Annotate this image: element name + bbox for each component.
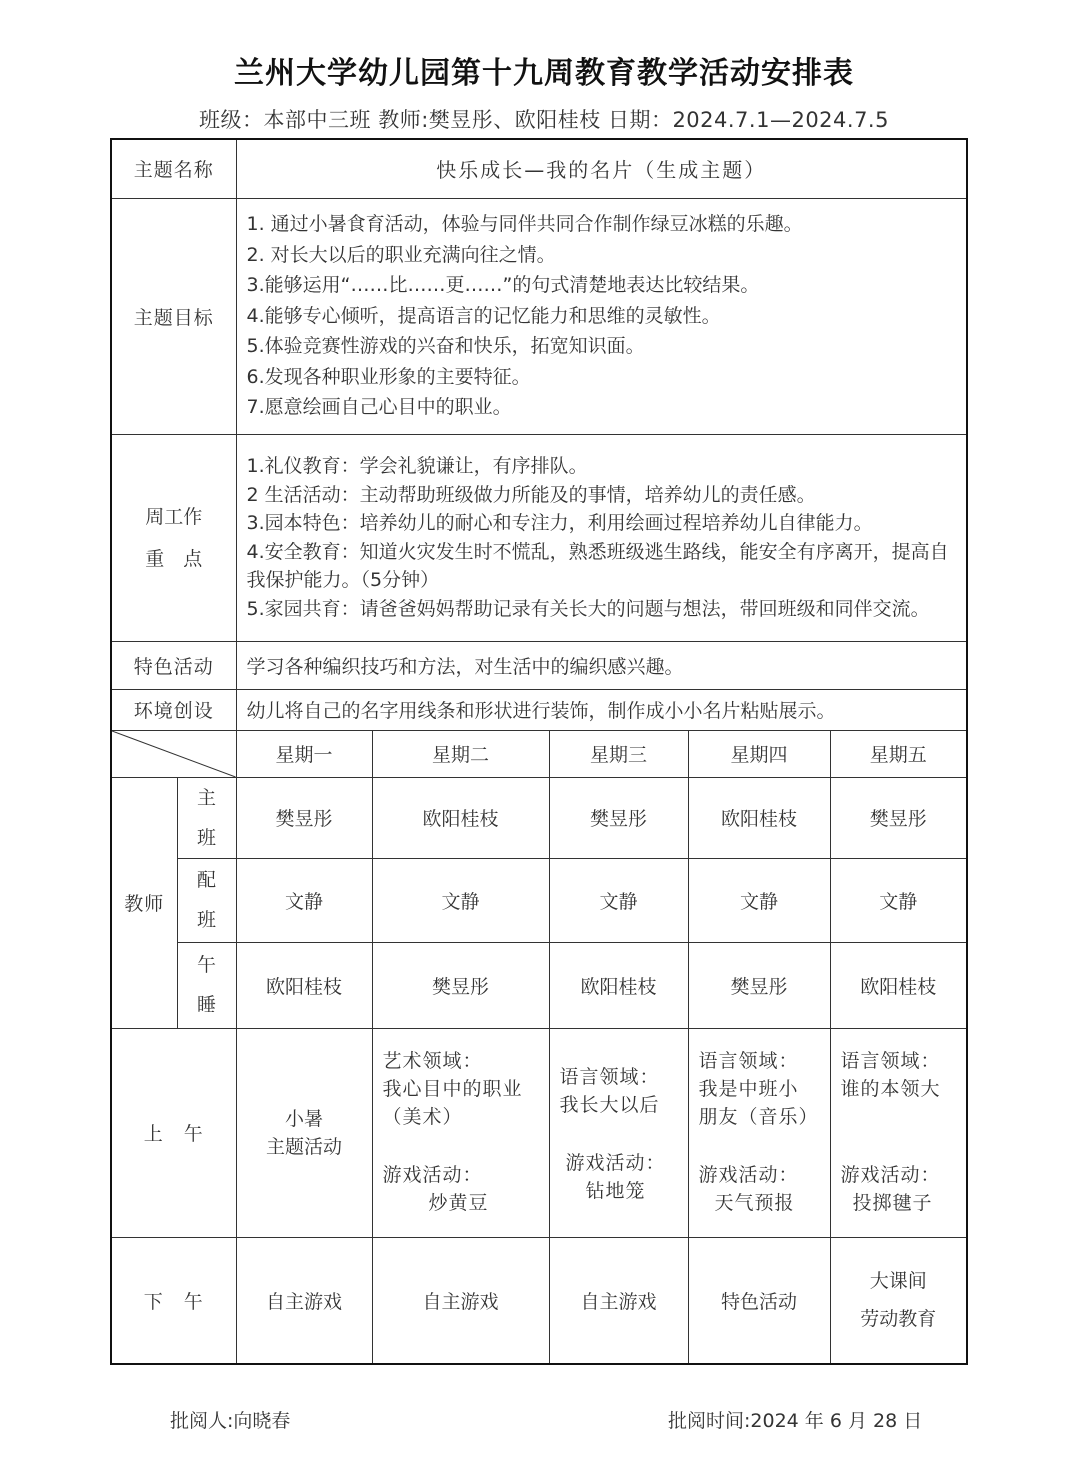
goal-item: 3.能够运用“……比……更……”的句式清楚地表达比较结果。 bbox=[246, 274, 760, 297]
weekly-row bbox=[111, 434, 967, 641]
teacher-row-nap bbox=[111, 942, 967, 1028]
goal-item: 2. 对长大以后的职业充满向往之情。 bbox=[246, 243, 556, 266]
document-title: 兰州大学幼儿园第十九周教育教学活动安排表 bbox=[234, 56, 854, 91]
feature-label: 特色活动 bbox=[111, 641, 236, 689]
goals-list bbox=[236, 198, 967, 434]
weekly-item: 1.礼仪教育：学会礼貌谦让，有序排队。 bbox=[246, 455, 588, 477]
day-header: 星期三 bbox=[549, 730, 688, 777]
goal-item: 7.愿意绘画自己心目中的职业。 bbox=[246, 396, 512, 419]
teacher-cell: 欧阳桂枝 bbox=[549, 942, 688, 1028]
goals-row bbox=[111, 198, 967, 434]
afternoon-row bbox=[111, 1237, 967, 1364]
teacher-cell: 樊昱彤 bbox=[549, 777, 688, 858]
teacher-cell: 樊昱彤 bbox=[688, 942, 830, 1028]
document-subtitle: 班级：本部中三班 教师:樊昱彤、欧阳桂枝 日期：2024.7.1—2024.7.5 bbox=[199, 108, 889, 132]
afternoon-cell: 自主游戏 bbox=[236, 1237, 372, 1364]
teacher-cell: 文静 bbox=[688, 858, 830, 942]
goal-item: 6.发现各种职业形象的主要特征。 bbox=[246, 365, 531, 388]
teacher-cell: 欧阳桂枝 bbox=[372, 777, 549, 858]
teacher-role-nap: 午 睡 bbox=[177, 942, 236, 1028]
environment-label: 环境创设 bbox=[111, 689, 236, 730]
environment-value: 幼儿将自己的名字用线条和形状进行装饰，制作成小小名片粘贴展示。 bbox=[236, 689, 967, 730]
theme-value: 快乐成长—我的名片（生成主题） bbox=[236, 139, 967, 198]
day-header: 星期四 bbox=[688, 730, 830, 777]
day-header: 星期一 bbox=[236, 730, 372, 777]
afternoon-label: 下 午 bbox=[111, 1237, 236, 1364]
goals-label: 主题目标 bbox=[111, 198, 236, 434]
goal-item: 5.体验竞赛性游戏的兴奋和快乐，拓宽知识面。 bbox=[246, 335, 645, 358]
goal-item: 4.能够专心倾听，提高语言的记忆能力和思维的灵敏性。 bbox=[246, 304, 721, 327]
diagonal-header-cell bbox=[111, 730, 236, 777]
theme-row bbox=[111, 139, 967, 198]
afternoon-cell: 自主游戏 bbox=[549, 1237, 688, 1364]
teacher-cell: 樊昱彤 bbox=[372, 942, 549, 1028]
morning-mon: 小暑 主题活动 bbox=[236, 1028, 372, 1237]
teacher-role-assist: 配 班 bbox=[177, 858, 236, 942]
teacher-cell: 欧阳桂枝 bbox=[688, 777, 830, 858]
morning-fri: 语言领域： 谁的本领大 游戏活动： 投掷毽子 bbox=[830, 1028, 967, 1237]
teacher-cell: 文静 bbox=[236, 858, 372, 942]
goal-item: 1. 通过小暑食育活动，体验与同伴共同合作制作绿豆冰糕的乐趣。 bbox=[246, 213, 803, 236]
teachers-label: 教师 bbox=[111, 777, 177, 1028]
weekly-item: 5.家园共育：请爸爸妈妈帮助记录有关长大的问题与想法，带回班级和同伴交流。 bbox=[246, 597, 930, 620]
reviewer: 批阅人:向晓春 bbox=[170, 1410, 291, 1432]
theme-label: 主题名称 bbox=[111, 139, 236, 198]
teacher-cell: 文静 bbox=[549, 858, 688, 942]
day-header: 星期五 bbox=[830, 730, 967, 777]
teacher-cell: 文静 bbox=[830, 858, 967, 942]
morning-label: 上 午 bbox=[111, 1028, 236, 1237]
weekly-item: 4.安全教育：知道火灾发生时不慌乱，熟悉班级逃生路线，能安全有序离开，提高自我保护能力。（5分钟） bbox=[246, 540, 949, 591]
teacher-cell: 樊昱彤 bbox=[830, 777, 967, 858]
teacher-row-assist bbox=[111, 858, 967, 942]
weekly-item: 3.园本特色：培养幼儿的耐心和专注力，利用绘画过程培养幼儿自律能力。 bbox=[246, 512, 873, 534]
teacher-cell: 欧阳桂枝 bbox=[830, 942, 967, 1028]
feature-value: 学习各种编织技巧和方法，对生活中的编织感兴趣。 bbox=[236, 641, 967, 689]
morning-wed: 语言领域： 我长大以后 游戏活动： 钻地笼 bbox=[549, 1028, 688, 1237]
days-header-row bbox=[111, 730, 967, 777]
afternoon-cell: 自主游戏 bbox=[372, 1237, 549, 1364]
diagonal-line bbox=[112, 731, 236, 777]
weekly-label: 周工作 重 点 bbox=[111, 434, 236, 641]
weekly-list bbox=[236, 434, 967, 641]
teacher-cell: 樊昱彤 bbox=[236, 777, 372, 858]
afternoon-fri: 大课间 劳动教育 bbox=[830, 1237, 967, 1364]
teacher-role-main: 主 班 bbox=[177, 777, 236, 858]
feature-row bbox=[111, 641, 967, 689]
morning-row bbox=[111, 1028, 967, 1237]
day-header: 星期二 bbox=[372, 730, 549, 777]
teacher-cell: 欧阳桂枝 bbox=[236, 942, 372, 1028]
afternoon-cell: 特色活动 bbox=[688, 1237, 830, 1364]
teacher-row-main bbox=[111, 777, 967, 858]
weekly-item: 2 生活活动：主动帮助班级做力所能及的事情，培养幼儿的责任感。 bbox=[246, 483, 816, 506]
review-time: 批阅时间:2024 年 6 月 28 日 bbox=[668, 1410, 923, 1432]
morning-thu: 语言领域： 我是中班小 朋友（音乐） 游戏活动： 天气预报 bbox=[688, 1028, 830, 1237]
environment-row bbox=[111, 689, 967, 730]
teacher-cell: 文静 bbox=[372, 858, 549, 942]
morning-tue: 艺术领域： 我心目中的职业 （美术） 游戏活动： 炒黄豆 bbox=[372, 1028, 549, 1237]
schedule-table bbox=[110, 138, 968, 1365]
